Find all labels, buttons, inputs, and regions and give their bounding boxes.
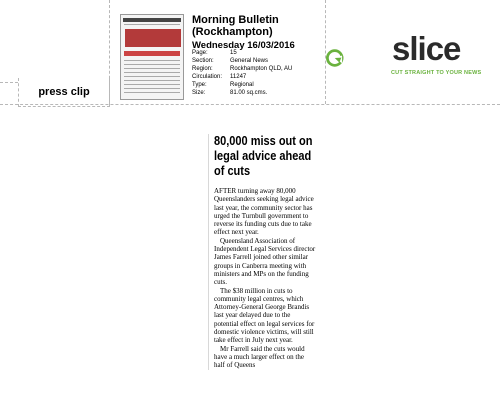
- meta-key: Circulation:: [192, 74, 223, 80]
- slice-logo-icon: [326, 30, 382, 86]
- article: [208, 134, 316, 370]
- meta-key: Region:: [192, 66, 213, 72]
- page-thumbnail: [120, 14, 184, 100]
- meta-value: General News: [230, 58, 269, 64]
- meta-value: Regional: [230, 82, 254, 88]
- meta-key: Section:: [192, 58, 214, 64]
- meta-row-circulation: [192, 73, 320, 81]
- article-paragraph: Mr Farrell said the cuts would have a much larger effect on the half of Queens: [214, 344, 305, 370]
- publication-date: Wednesday 16/03/2016: [192, 40, 295, 51]
- meta-value: 11247: [230, 74, 247, 80]
- article-paragraph: AFTER turning away 80,000 Queenslanders seeking legal advice last year, the community sector has urged the Turnbull government to reverse its funding cuts due to take effect next year.: [214, 187, 314, 237]
- article-paragraph: The $38 million in cuts to community legal centres, which Attorney-General George Brandis last year delayed due to the potential effect on legal services for domestic violence victims, will still take effect in July next year.: [214, 286, 315, 345]
- press-clip-label: press clip: [38, 86, 90, 98]
- article-body: [214, 187, 316, 370]
- meta-key: Type:: [192, 82, 207, 88]
- meta-row-type: [192, 81, 320, 89]
- article-paragraph: Queensland Association of Independent Legal Services director James Farrell joined other similar groups in Canberra meeting with ministers and MPs on the funding cuts.: [214, 236, 316, 287]
- meta-key: Size:: [192, 90, 206, 96]
- meta-key: Page:: [192, 50, 208, 56]
- brand-wordmark: slice: [392, 30, 461, 67]
- brand-tagline: CUT STRAIGHT TO YOUR NEWS: [391, 70, 482, 76]
- meta-value: 15: [230, 50, 237, 56]
- meta-value: 81.00 sq.cms.: [230, 90, 268, 96]
- meta-row-page: [192, 49, 320, 57]
- meta-row-section: [192, 57, 320, 65]
- article-headline: 80,000 miss out on legal advice ahead of cuts: [214, 134, 313, 178]
- publication-name: Morning Bulletin (Rockhampton): [192, 14, 279, 38]
- meta-value: Rockhampton QLD, AU: [230, 66, 293, 72]
- meta-row-size: [192, 89, 320, 97]
- meta-row-region: [192, 65, 320, 73]
- publication-meta: [192, 49, 320, 97]
